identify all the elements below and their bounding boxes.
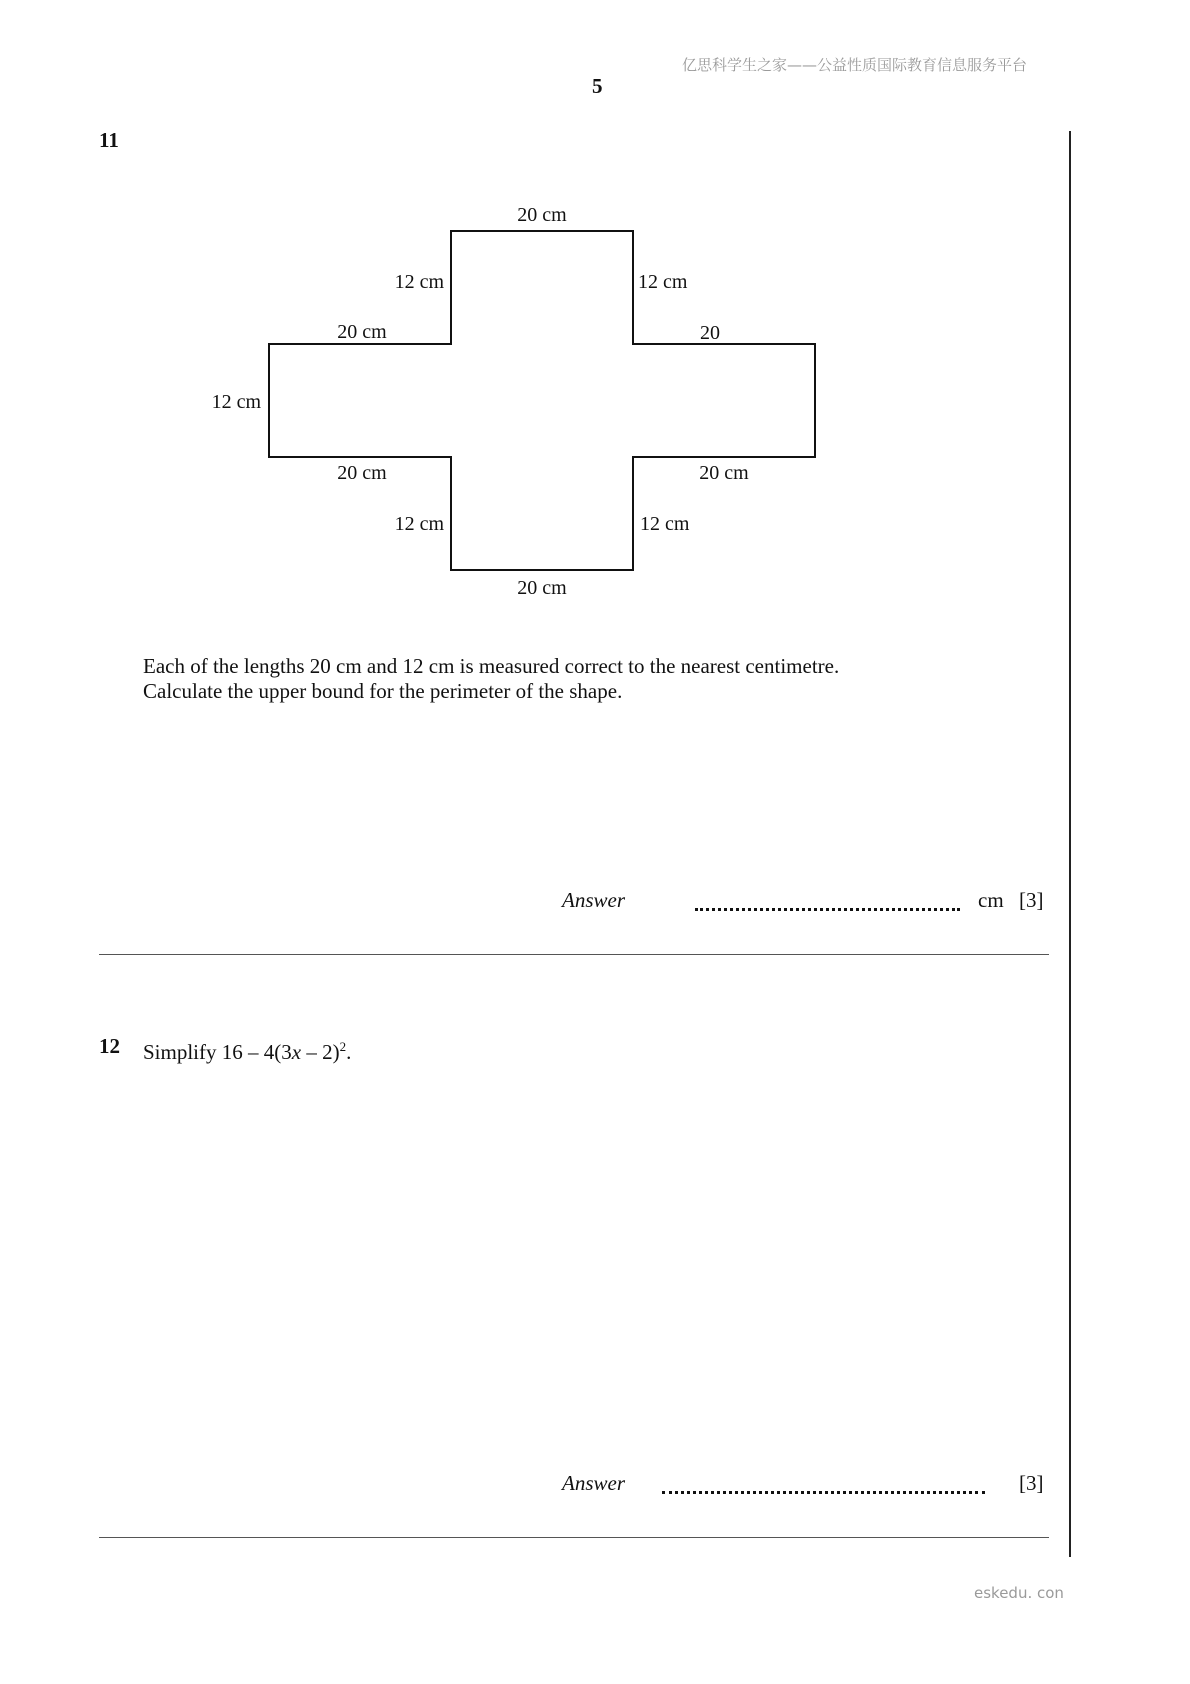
cross-shape-diagram xyxy=(0,0,1190,620)
label-upper-right-vertical: 12 cm xyxy=(638,271,688,293)
question-11-text-line2: Calculate the upper bound for the perimeter of the shape. xyxy=(143,679,623,703)
label-left-upper-horizontal: 20 cm xyxy=(337,321,387,343)
question-11-unit: cm xyxy=(978,888,1004,912)
question-11-answer-line[interactable] xyxy=(695,908,960,911)
cross-shape xyxy=(269,231,815,570)
label-left-lower-horizontal: 20 cm xyxy=(337,462,387,484)
question-12-exponent: 2 xyxy=(339,1039,347,1054)
question-divider xyxy=(99,954,1049,955)
label-left-vertical: 12 cm xyxy=(211,391,261,413)
label-lower-left-vertical: 12 cm xyxy=(394,513,444,535)
question-12-answer-line[interactable] xyxy=(662,1491,985,1494)
question-12-number: 12 xyxy=(99,1034,120,1058)
question-12-answer-label: Answer xyxy=(562,1471,625,1495)
header-watermark: 亿思科学生之家——公益性质国际教育信息服务平台 xyxy=(682,56,1028,74)
page-number: 5 xyxy=(592,74,603,98)
question-12-text xyxy=(143,1034,351,1065)
label-bottom: 20 cm xyxy=(517,577,567,599)
question-11-text-line1: Each of the lengths 20 cm and 12 cm is measured correct to the nearest centimetre. xyxy=(143,654,840,678)
question-11-marks: [3] xyxy=(1019,888,1044,912)
question-11-number: 11 xyxy=(99,128,119,152)
question-12-text-mid: – 2) xyxy=(301,1040,340,1064)
question-11-answer-label: Answer xyxy=(562,888,625,912)
question-12-marks: [3] xyxy=(1019,1471,1044,1495)
label-right-lower-horizontal: 20 cm xyxy=(699,462,749,484)
label-lower-right-vertical: 12 cm xyxy=(640,513,690,535)
label-upper-left-vertical: 12 cm xyxy=(394,271,444,293)
label-top: 20 cm xyxy=(517,204,567,226)
question-12-text-prefix: Simplify 16 – 4(3 xyxy=(143,1040,292,1064)
label-right-upper-horizontal: 20 xyxy=(700,322,720,344)
bottom-divider xyxy=(99,1537,1049,1538)
question-12-variable: x xyxy=(291,1040,302,1064)
question-12-text-suffix: . xyxy=(346,1040,352,1064)
footer-watermark: eskedu. con xyxy=(974,1584,1064,1602)
